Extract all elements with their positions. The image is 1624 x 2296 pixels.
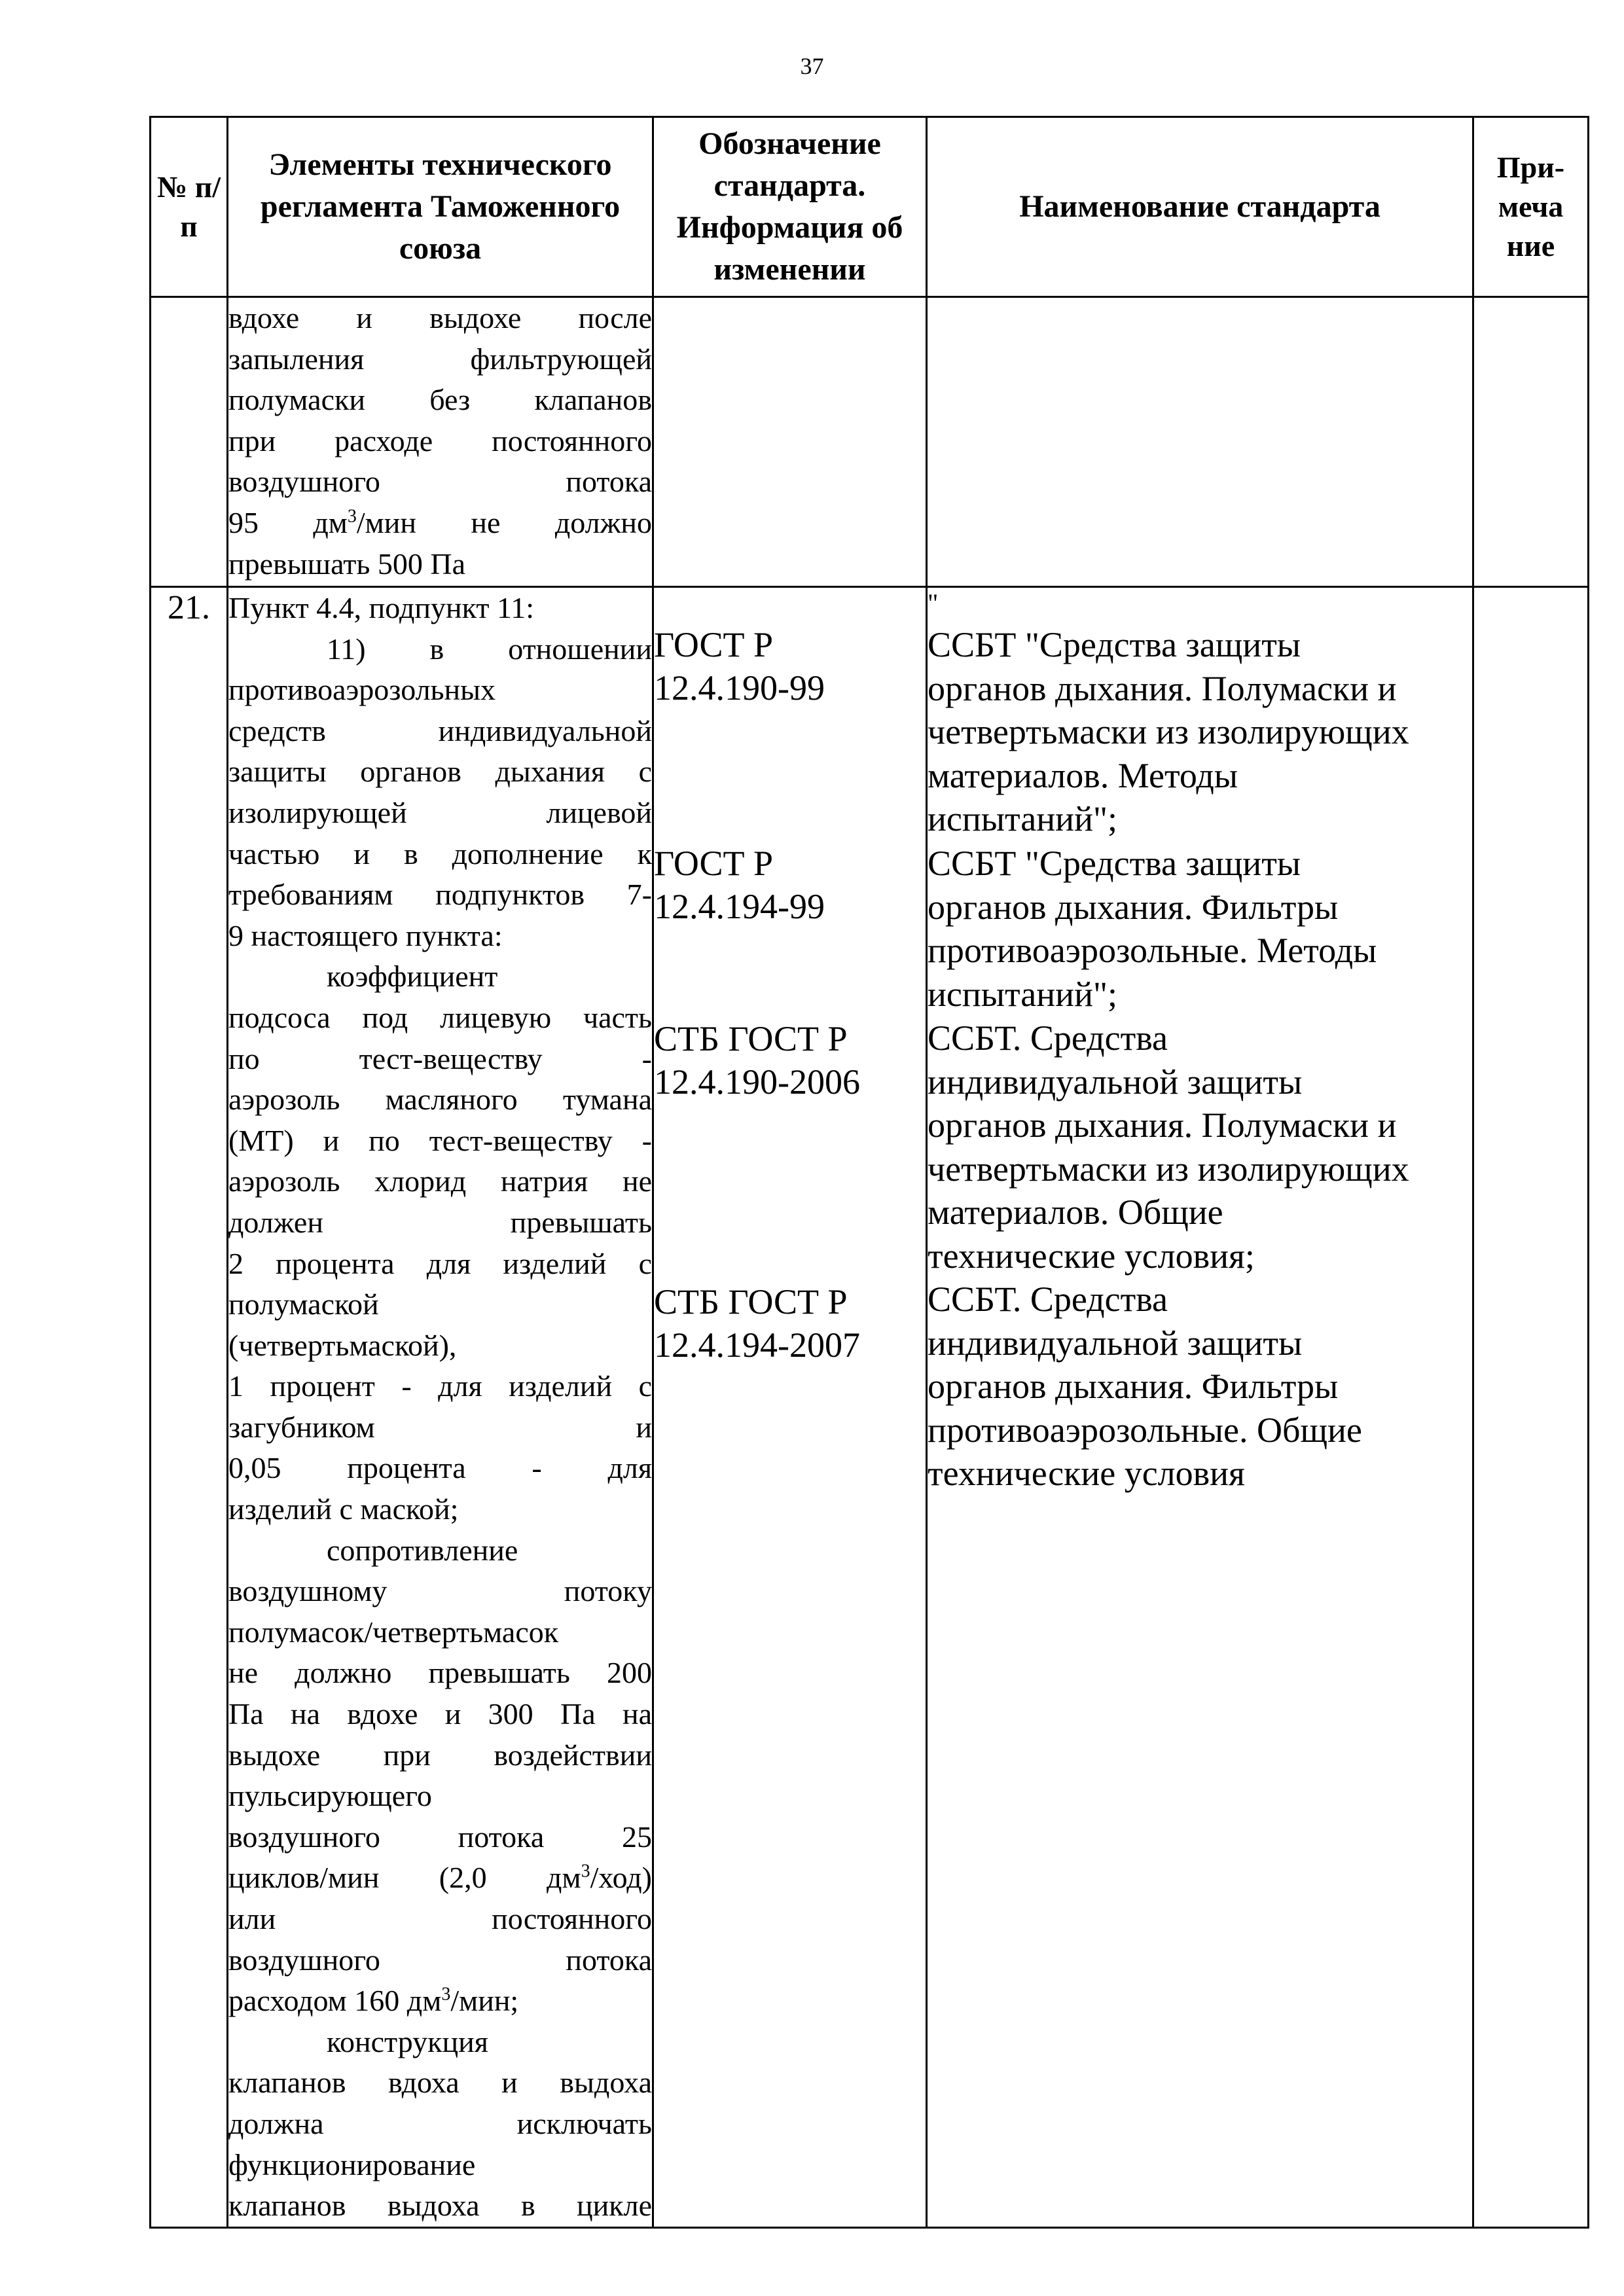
req-line: при расходе постоянного bbox=[228, 423, 652, 457]
cell-designation bbox=[653, 587, 927, 2228]
header-num: № п/п bbox=[151, 117, 228, 297]
header-name: Наименование стандарта bbox=[927, 117, 1473, 297]
req-line: (МТ) и по тест-веществу - bbox=[228, 1123, 652, 1157]
standard-code: СТБ ГОСТ Р 12.4.194-2007 bbox=[654, 1282, 860, 1365]
req-line: не должно превышать 200 bbox=[228, 1656, 652, 1690]
req-line: (четвертьмаской), bbox=[228, 1328, 457, 1362]
req-line: воздушного потока bbox=[228, 465, 652, 499]
header-note: При-меча ние bbox=[1473, 117, 1589, 297]
standard-name: ССБТ "Средства защиты органов дыхания. Полумаски и четвертьмаски из изолирующих материалов. Методы испытаний"; bbox=[928, 625, 1409, 838]
standards-table bbox=[149, 116, 1589, 2229]
standard-name: ССБТ "Средства защиты органов дыхания. Фильтры противоаэрозольные. Методы испытаний"; bbox=[928, 844, 1377, 1014]
cell-name-empty bbox=[927, 297, 1473, 587]
cell-note-empty bbox=[1473, 297, 1589, 587]
req-line: 95 $дм^3$/мин не должно bbox=[228, 505, 652, 539]
cell-requirement bbox=[228, 587, 653, 2228]
req-line: воздушного потока bbox=[228, 1943, 652, 1977]
cell-requirement-continued bbox=[228, 297, 653, 587]
req-line: 9 настоящего пункта: bbox=[228, 918, 503, 952]
req-line: вдохе и выдохе после bbox=[228, 301, 652, 334]
cell-designation-empty bbox=[653, 297, 927, 587]
req-line: коэффициент bbox=[327, 960, 498, 994]
req-line: аэрозоль хлорид натрия не bbox=[228, 1164, 652, 1198]
req-line: Пункт 4.4, подпункт 11: bbox=[228, 591, 535, 624]
req-line: Па на вдохе и 300 Па на bbox=[228, 1697, 652, 1731]
req-line: требованиям подпунктов 7- bbox=[228, 878, 652, 912]
req-line: должен превышать bbox=[228, 1205, 652, 1239]
req-line: полумаской bbox=[228, 1287, 379, 1321]
req-line: по тест-веществу - bbox=[228, 1041, 652, 1075]
cell-num-empty bbox=[151, 297, 228, 587]
standard-code: ГОСТ Р 12.4.190-99 bbox=[654, 625, 825, 708]
table-row-21 bbox=[151, 587, 1589, 2228]
req-line: расходом 160 $дм^3$/мин; bbox=[228, 1984, 519, 2018]
req-line: 11) в отношении bbox=[327, 632, 652, 666]
req-line: запыления фильтрующей bbox=[228, 342, 652, 376]
req-line: защиты органов дыхания с bbox=[228, 755, 652, 789]
req-line: изделий с маской; bbox=[228, 1492, 459, 1526]
standard-code: СТБ ГОСТ Р 12.4.190-2006 bbox=[654, 1019, 860, 1102]
req-line: аэрозоль масляного тумана bbox=[228, 1083, 652, 1117]
req-line: 1 процент - для изделий с bbox=[228, 1369, 652, 1403]
header-elements: Элементы технического регламента Таможенного союза bbox=[228, 117, 653, 297]
req-line: выдохе при воздействии bbox=[228, 1738, 652, 1772]
req-line: подсоса под лицевую часть bbox=[228, 1000, 652, 1034]
req-line: полумасок/четвертьмасок bbox=[228, 1615, 559, 1649]
cell-note-empty bbox=[1473, 587, 1589, 2228]
req-line: воздушному потоку bbox=[228, 1574, 652, 1608]
req-line: клапанов выдоха в цикле bbox=[228, 2189, 652, 2223]
req-line: должна исключать bbox=[228, 2106, 652, 2140]
req-line: циклов/мин (2,0 $дм^3/ход$) bbox=[228, 1861, 652, 1895]
table-row-continuation bbox=[151, 297, 1589, 587]
req-line: функционирование bbox=[228, 2147, 476, 2181]
req-line: воздушного потока 25 bbox=[228, 1820, 652, 1854]
req-line: частью и в дополнение к bbox=[228, 836, 652, 870]
req-line: противоаэрозольных bbox=[228, 673, 496, 707]
req-line: клапанов вдоха и выдоха bbox=[228, 2066, 652, 2100]
page-number: 37 bbox=[800, 53, 824, 79]
cell-standard-name bbox=[927, 587, 1473, 2228]
req-line: конструкция bbox=[327, 2024, 488, 2058]
req-line: изолирующей лицевой bbox=[228, 795, 652, 829]
req-line: сопротивление bbox=[327, 1533, 518, 1567]
req-line: 0,05 процента - для bbox=[228, 1451, 652, 1485]
standard-name: ССБТ. Средства индивидуальной защиты органов дыхания. Полумаски и четвертьмаски из изолирующих материалов. Общие технические условия; bbox=[928, 1018, 1409, 1276]
req-line: превышать 500 Па bbox=[228, 547, 466, 581]
req-line: или постоянного bbox=[228, 1902, 652, 1935]
table-header-row bbox=[151, 117, 1589, 297]
header-designation: Обозначение стандарта. Информация об изменении bbox=[653, 117, 927, 297]
row-number: 21. bbox=[151, 587, 228, 2228]
quote-mark: " bbox=[928, 588, 939, 618]
req-line: 2 процента для изделий с bbox=[228, 1246, 652, 1280]
req-line: средств индивидуальной bbox=[228, 713, 652, 747]
standard-code: ГОСТ Р 12.4.194-99 bbox=[654, 844, 825, 926]
req-line: полумаски без клапанов bbox=[228, 383, 652, 417]
standard-name: ССБТ. Средства индивидуальной защиты органов дыхания. Фильтры противоаэрозольные. Общие технические условия bbox=[928, 1280, 1362, 1493]
req-line: пульсирующего bbox=[228, 1779, 432, 1813]
req-line: загубником и bbox=[228, 1410, 652, 1444]
